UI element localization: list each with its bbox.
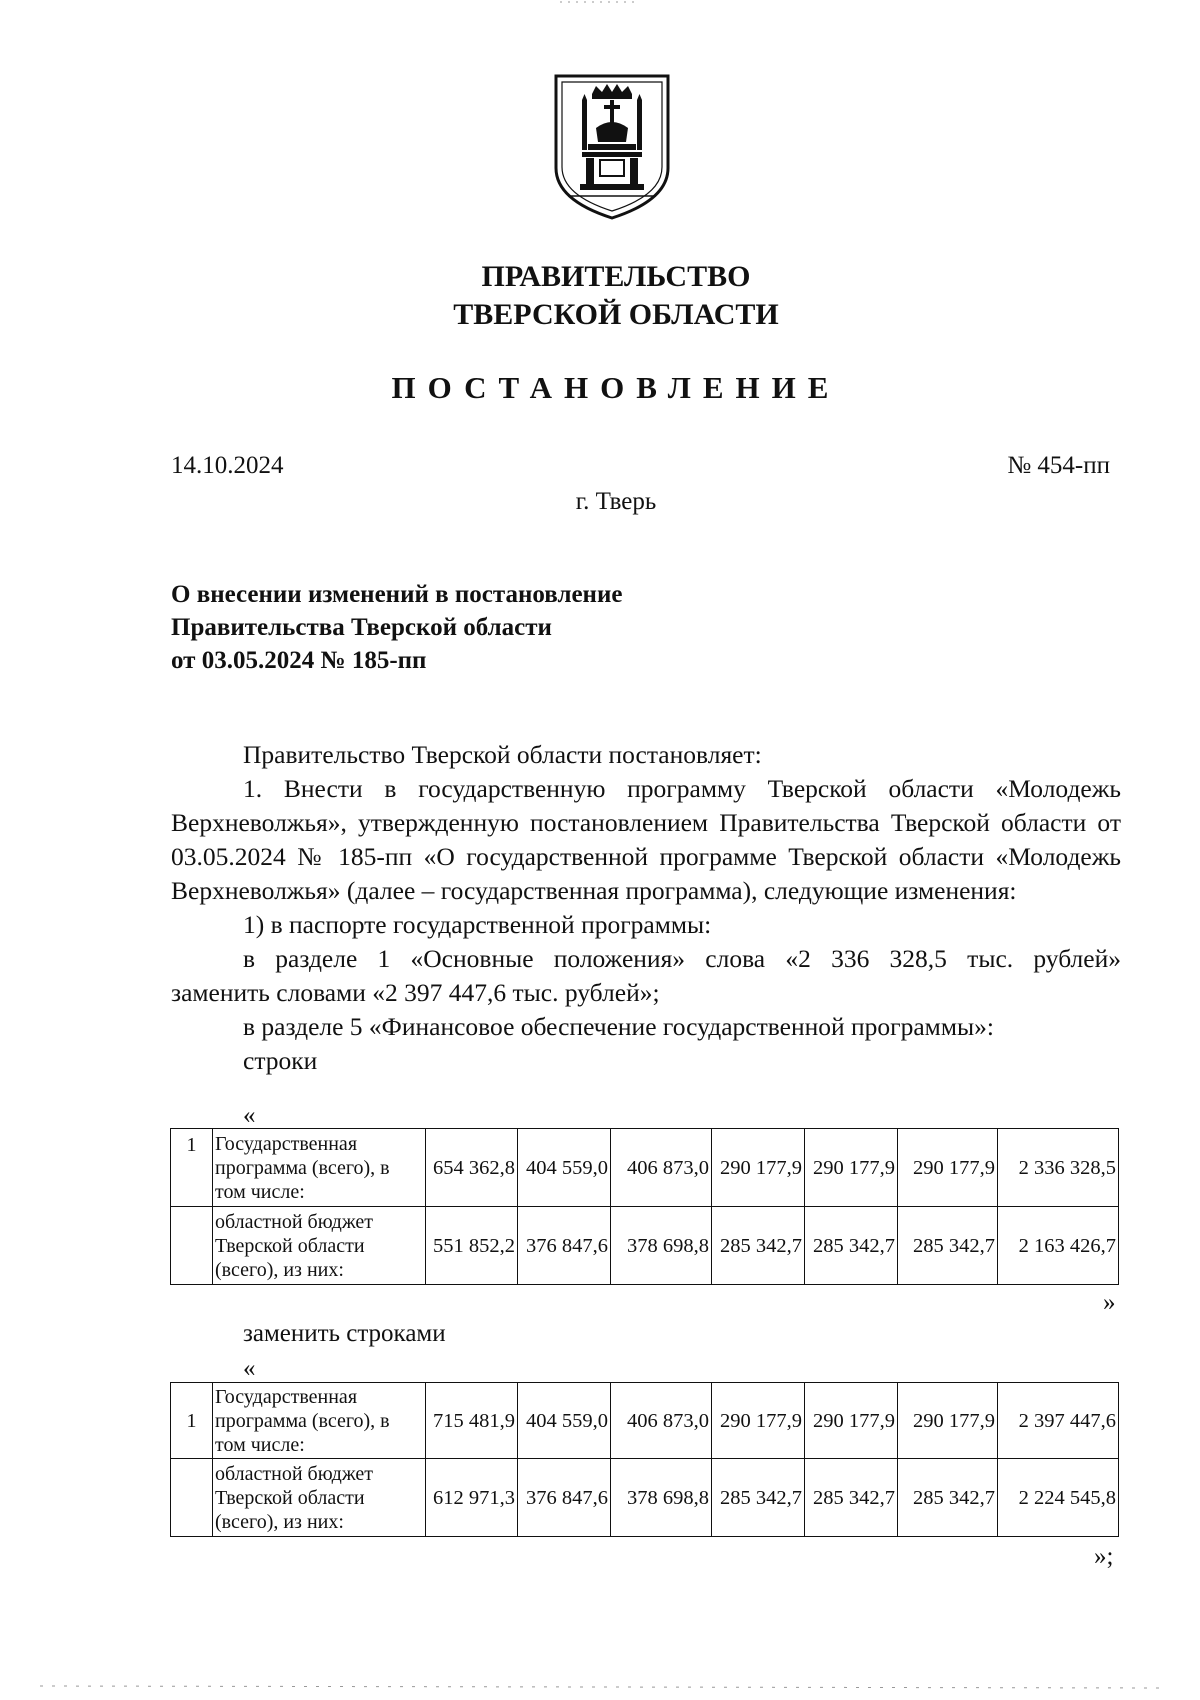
row-number: 1 (171, 1383, 213, 1459)
organization-name-line2: ТВЕРСКОЙ ОБЛАСТИ (453, 298, 779, 331)
replace-with-label: заменить строками (243, 1320, 446, 1347)
row-name: областной бюджет Тверской области (всего), из них: (213, 1459, 426, 1537)
table-cell: 290 177,9 (712, 1383, 805, 1459)
table-cell: 290 177,9 (898, 1129, 998, 1207)
table-cell: 551 852,2 (426, 1207, 518, 1285)
document-number: № 454-пп (1007, 452, 1110, 479)
table-cell: 290 177,9 (805, 1383, 898, 1459)
close-quote-new: »; (1094, 1543, 1114, 1570)
table-cell: 290 177,9 (805, 1129, 898, 1207)
table-cell: 376 847,6 (518, 1459, 611, 1537)
document-date: 14.10.2024 (171, 452, 284, 479)
row-number: 1 (171, 1129, 213, 1207)
open-quote-new: « (243, 1355, 256, 1382)
subject-line3: от 03.05.2024 № 185-пп (171, 647, 427, 674)
preamble-paragraph: Правительство Тверской области постановляет: (243, 740, 762, 769)
table-cell: 285 342,7 (805, 1207, 898, 1285)
table-cell: 612 971,3 (426, 1459, 518, 1537)
table-cell: 285 342,7 (712, 1459, 805, 1537)
table-cell: 378 698,8 (611, 1207, 712, 1285)
table-cell: 404 559,0 (518, 1129, 611, 1207)
item-1-1-paragraph: 1) в паспорте государственной программы: (243, 910, 712, 939)
table-cell: 285 342,7 (898, 1207, 998, 1285)
section-5-paragraph: в разделе 5 «Финансовое обеспечение государственной программы»: (243, 1012, 994, 1041)
table-cell: 290 177,9 (712, 1129, 805, 1207)
table-cell: 404 559,0 (518, 1383, 611, 1459)
row-name: Государственная программа (всего), в том числе: (213, 1383, 426, 1459)
table-cell: 2 163 426,7 (998, 1207, 1119, 1285)
section-1-line2: заменить словами «2 397 447,6 тыс. рублей»; (171, 978, 660, 1007)
row-name: Государственная программа (всего), в том числе: (213, 1129, 426, 1207)
document-type: ПОСТАНОВЛЕНИЕ (391, 370, 841, 405)
table-cell: 654 362,8 (426, 1129, 518, 1207)
close-quote-old: » (1103, 1289, 1116, 1316)
table-cell: 378 698,8 (611, 1459, 712, 1537)
table-cell: 290 177,9 (898, 1383, 998, 1459)
table-cell: 285 342,7 (712, 1207, 805, 1285)
row-name: областной бюджет Тверской области (всего), из них: (213, 1207, 426, 1285)
document-city: г. Тверь (575, 488, 657, 515)
table-cell: 376 847,6 (518, 1207, 611, 1285)
section-1-line1: в разделе 1 «Основные положения» слова «2 336 328,5 тыс. рублей» (243, 944, 1121, 973)
table-cell: 285 342,7 (805, 1459, 898, 1537)
table-cell: 285 342,7 (898, 1459, 998, 1537)
organization-name-line1: ПРАВИТЕЛЬСТВО (481, 260, 751, 293)
rows-label: строки (243, 1046, 318, 1075)
table-cell: 2 336 328,5 (998, 1129, 1119, 1207)
subject-line2: Правительства Тверской области (171, 614, 552, 641)
table-cell: 2 397 447,6 (998, 1383, 1119, 1459)
table-cell: 715 481,9 (426, 1383, 518, 1459)
open-quote-old: « (243, 1102, 256, 1129)
subject-line1: О внесении изменений в постановление (171, 581, 623, 608)
item-1-paragraph: 1. Внести в государственную программу Тверской области «Молодежь Верхневолжья», утвержденную постановлением Правительства Тверской области от 03.05.2024 № 185-пп «О государственной программе Тверской области «Молодежь Верхневолжья» (далее – государственная программа), следующие изменения: (171, 774, 1121, 905)
table-cell: 2 224 545,8 (998, 1459, 1119, 1537)
table-cell: 406 873,0 (611, 1383, 712, 1459)
table-cell: 406 873,0 (611, 1129, 712, 1207)
